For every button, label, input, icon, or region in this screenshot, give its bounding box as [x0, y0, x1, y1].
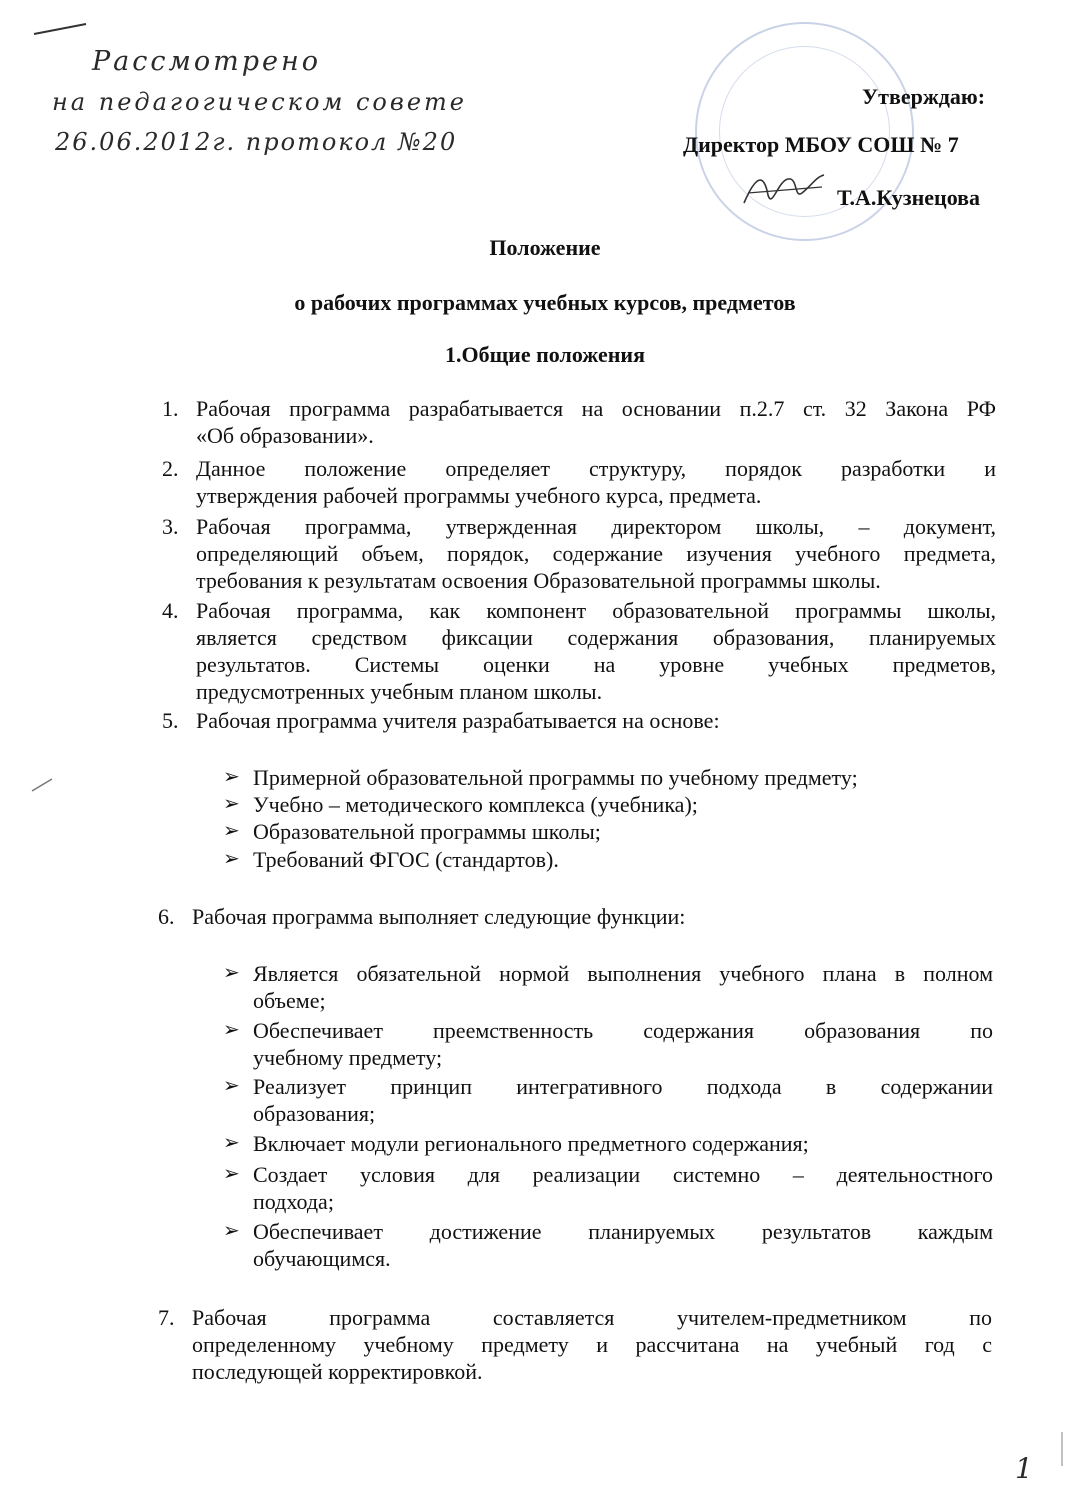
- arrow-bullet-icon: ➢: [223, 1220, 240, 1242]
- item-number: 2.: [162, 456, 179, 481]
- function-bullet-3: [223, 1073, 993, 1127]
- handwritten-council: на педагогическом совете: [52, 88, 467, 116]
- bullet-text: Примерной образовательной программы по учебному предмету;: [253, 765, 858, 790]
- item-number: 5.: [162, 708, 179, 733]
- scan-mark: [1052, 1430, 1072, 1470]
- list-item-2: [162, 455, 996, 509]
- page-number: 1: [1015, 1452, 1036, 1485]
- item-line: Рабочая программа составляется учителем-предметником по: [192, 1305, 992, 1330]
- item-number: 4.: [162, 598, 179, 623]
- arrow-bullet-icon: ➢: [223, 1075, 240, 1097]
- item-line: Рабочая программа выполняет следующие функции:: [192, 904, 686, 929]
- function-bullet-4: [223, 1130, 993, 1157]
- basis-bullet-3: [223, 818, 993, 845]
- arrow-bullet-icon: ➢: [223, 1163, 240, 1185]
- bullet-line: Обеспечивает преемственность содержания образования по: [253, 1018, 993, 1043]
- item-line: результатов. Системы оценки на уровне учебных предметов,: [196, 652, 996, 677]
- item-number: 1.: [162, 396, 179, 421]
- bullet-line: Является обязательной нормой выполнения учебного плана в полном: [253, 961, 993, 986]
- scan-mark: [28, 775, 58, 795]
- bullet-text: Требований ФГОС (стандартов).: [253, 847, 559, 872]
- basis-bullet-4: [223, 846, 993, 873]
- arrow-bullet-icon: ➢: [223, 766, 240, 788]
- bullet-line: объеме;: [253, 988, 326, 1013]
- item-line: определенному учебному предмету и рассчитана на учебный год с: [192, 1332, 992, 1357]
- arrow-bullet-icon: ➢: [223, 848, 240, 870]
- basis-bullet-1: [223, 764, 993, 791]
- approval-label: Утверждаю:: [862, 84, 986, 109]
- basis-bullet-2: [223, 791, 993, 818]
- item-line: Рабочая программа, утвержденная директором школы, – документ,: [196, 514, 996, 539]
- item-line: Данное положение определяет структуру, порядок разработки и: [196, 456, 996, 481]
- bullet-line: подхода;: [253, 1189, 334, 1214]
- list-item-7: [158, 1304, 992, 1385]
- bullet-line: учебному предмету;: [253, 1045, 443, 1070]
- director-name: Т.А.Кузнецова: [837, 185, 981, 210]
- item-line: «Об образовании».: [196, 423, 374, 448]
- bullet-line: образования;: [253, 1101, 376, 1126]
- document-title: Положение: [489, 235, 601, 260]
- item-line: утверждения рабочей программы учебного курса, предмета.: [196, 483, 762, 508]
- item-line: определяющий объем, порядок, содержание изучения учебного предмета,: [196, 541, 996, 566]
- list-item-4: [162, 597, 996, 705]
- item-line: Рабочая программа, как компонент образовательной программы школы,: [196, 598, 996, 623]
- bullet-line: Создает условия для реализации системно – деятельностного: [253, 1162, 993, 1187]
- item-number: 3.: [162, 514, 179, 539]
- handwritten-date-protocol: 26.06.2012г. протокол №20: [55, 128, 458, 156]
- bullet-line: Включает модули регионального предметного содержания;: [253, 1131, 809, 1156]
- list-item-6: [158, 903, 992, 930]
- item-line: Рабочая программа учителя разрабатывается на основе:: [196, 708, 720, 733]
- item-number: 6.: [158, 904, 175, 929]
- item-line: Рабочая программа разрабатывается на основании п.2.7 ст. 32 Закона РФ: [196, 396, 996, 421]
- bullet-line: обучающимся.: [253, 1246, 391, 1271]
- handwritten-considered: Рассмотрено: [92, 46, 322, 77]
- section-heading: 1.Общие положения: [445, 342, 645, 367]
- arrow-bullet-icon: ➢: [223, 1132, 240, 1154]
- bullet-line: Реализует принцип интегративного подхода в содержании: [253, 1074, 993, 1099]
- list-item-3: [162, 513, 996, 594]
- director-signature: [738, 165, 830, 215]
- corner-stroke: [30, 18, 90, 38]
- item-line: предусмотренных учебным планом школы.: [196, 679, 603, 704]
- function-bullet-2: [223, 1017, 993, 1071]
- arrow-bullet-icon: ➢: [223, 962, 240, 984]
- bullet-line: Обеспечивает достижение планируемых результатов каждым: [253, 1219, 993, 1244]
- document-subtitle: о рабочих программах учебных курсов, предметов: [294, 290, 796, 315]
- item-line: является средством фиксации содержания образования, планируемых: [196, 625, 996, 650]
- bullet-text: Образовательной программы школы;: [253, 819, 601, 844]
- list-item-1: [162, 395, 996, 449]
- director-position: Директор МБОУ СОШ № 7: [683, 132, 959, 157]
- arrow-bullet-icon: ➢: [223, 1019, 240, 1041]
- arrow-bullet-icon: ➢: [223, 820, 240, 842]
- item-line: требования к результатам освоения Образовательной программы школы.: [196, 568, 881, 593]
- arrow-bullet-icon: ➢: [223, 793, 240, 815]
- function-bullet-5: [223, 1161, 993, 1215]
- function-bullet-1: [223, 960, 993, 1014]
- item-number: 7.: [158, 1305, 175, 1330]
- function-bullet-6: [223, 1218, 993, 1272]
- list-item-5: [162, 707, 996, 734]
- bullet-text: Учебно – методического комплекса (учебника);: [253, 792, 698, 817]
- item-line: последующей корректировкой.: [192, 1359, 483, 1384]
